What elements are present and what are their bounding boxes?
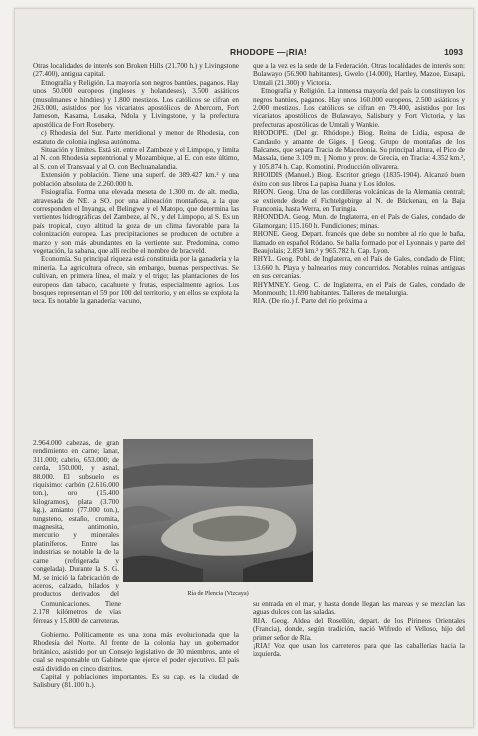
entry-ria-interjection: ¡RIA! Voz que usan los carreteros para que las caballerías hacia la izquierda.: [253, 642, 465, 659]
entry-rhyl: RHYL. Geog. Pobl. de Inglaterra, en el País de Gales, condado de Flint; 13.660 h. Playa y balnearios muy concurridos. Notables ruinas antiguas en sus cercanías.: [253, 255, 465, 281]
paragraph: que a la vez es la sede de la Federación. Otras localidades de interés son: Bulawayo (56.900 habitantes), Gwelo (14.000), Hartley, Mazoe, Eusapi, Umtali (21.300) y Victoria.: [253, 62, 465, 87]
running-head: RHODOPE —¡RIA!: [230, 47, 307, 57]
left-column-middle: [33, 439, 119, 599]
paragraph: Gobierno. Políticamente es una zona más evolucionada que la Rhodesia del Norte. Al frente de la colonia hay un gobernador británico, asistido por un Consejo legislativo de 30 miembros, ante el cual se responsable un Gabinete que ejerce el poder ejecutivo. El país está dividido en cinco distritos.: [33, 631, 239, 673]
right-column-bottom: [253, 600, 465, 712]
paragraph: Comunicaciones. Tiene 2.178 kilómetros de vías férreas y 15.800 de carreteras.: [33, 600, 121, 625]
paragraph: Capital y poblaciones importantes. Es su cap. es la ciudad de Salisbury (81.100 h.).: [33, 673, 239, 690]
page-header: [15, 47, 473, 61]
entry-rhondda: RHONDDA. Geog. Mun. de Inglaterra, en el País de Gales, condado de Glamorgan; 115.160 h. Fundiciones; minas.: [253, 213, 465, 230]
left-column-bottom-wide: [33, 631, 239, 715]
entry-rhone: RHONE. Geog. Depart. francés que debe su nombre al río que le baña, llamado en español Ródano. Se halla formado por el Lyonnais y parte del Beaujolais; 2.859 km.² y 965.782 h. Cap. Lyon.: [253, 230, 465, 255]
page-number: 1093: [444, 47, 463, 57]
entry-rhoidis: RHOIDIS (Manuel.) Biog. Escritor griego (1835-1904). Alcanzó buen éxito con sus libros La papisa Juana y Los ídolos.: [253, 171, 465, 188]
book-page: [14, 8, 474, 728]
photo-caption: Ría de Plencia (Vizcaya): [187, 590, 249, 597]
photo-figure: [123, 439, 313, 595]
paragraph: Situación y límites. Está sit. entre el Zambeze y el Limpopo, y limita al N. con Rhodesia septentrional y Mozambique, al E. con este último, al S. con el Transvaal y al O. con Bechuanalandia.: [33, 146, 239, 171]
paragraph: 2.964.000 cabezas, de gran rendimiento en carne; lanar, 311.000; cabrío, 653.000; de cerda, 150.000, y asnal, 88.000. El subsuelo es riquísimo: carbón (2.616.000 ton.), oro (15.400 kilogramos), plata (3.700 kg.), amianto (77.000 ton.), tungsteno, estaño, cromita, magnesita, antimonio, mercurio y minerales platiníferos. Entre las industrias se notable la de la carne (refrigerada y congelada). Durante la S. G. M. se inició la fabricación de aceros, calzado, hilados y productos derivados del: [33, 439, 119, 599]
paragraph: Etnografía y Religión. La inmensa mayoría del país la constituyen los negros bantúes, paganos. Hay unos 160.000 europeos, 2.500 asiáticos y 2.000 mestizos. Los católicos se cifran en 79.400, asistidos por los vicariatos apostólicos de Bulawayo, Salisbury y Fort Victoria, y las prefecturas apostólicas de Umtali y Wankie.: [253, 87, 465, 129]
entry-rhodope: RHODOPE. (Del gr. Rhódope.) Biog. Reina de Lidia, esposa de Candaulo y amante de Giges. || Geog. Grupo de montañas de los Balcanes, que separa Tracia de Macedonia. Su principal altura, el Pico de Massala, tiene 3.109 m. || Nomo y prov. de Grecia, en Tracia: 4.352 km.², y 105.874 h. Cap. Komotini. Producción olivarera.: [253, 129, 465, 171]
right-column-top: [253, 62, 465, 394]
entry-ria-geog: RIA. Geog. Aldea del Rosellón, depart. de los Pirineos Orientales (Francia), donde, según tradición, nació Wifredo el Velloso, hijo del primer señor de Ría.: [253, 616, 465, 642]
paragraph: Economía. Su principal riqueza está constituida por la ganadería y la minería. La agricultura ofrece, sin embargo, buenas perspectivas. Se cultivan, en primera línea, el maíz y el trigo; las plantaciones de los europeos dan tabaco, cacahuete y frutas, especialmente agrios. Los bosques representan el 59 por 100 del territorio, y en ellos se explota la teca. Es notable la ganadería: vacuno,: [33, 255, 239, 306]
left-column-top: [33, 62, 239, 438]
paragraph: su entrada en el mar, y hasta donde llegan las mareas y se mezclan las aguas dulces con las saladas.: [253, 600, 465, 617]
estuary-photo-icon: [123, 439, 313, 582]
paragraph: Otras localidades de interés son Broken Hills (21.700 h.) y Livingstone (27.400), antigua capital.: [33, 62, 239, 79]
paragraph: c) Rhodesia del Sur. Parte meridional y menor de Rhodesia, con estatuto de colonia inglesa autónoma.: [33, 129, 239, 146]
entry-rhon: RHON. Geog. Una de las cordilleras volcánicas de la Alemania central; se extiende desde el Fichtelgebirge al N. de Bückenau, en la Baja Franconia, hasta Werra, en Turingia.: [253, 188, 465, 213]
paragraph: Etnografía y Religión. La mayoría son negros bantúes, paganos. Hay unos 50.000 europeos (ingleses y holandeses), 3.500 asiáticos (musulmanes e hindúes) y 1.800 mestizos. Los católicos se cifran en 263.000, asistidos por los vicariatos apostólicos de Abercorn, Fort Jameson, Kasama, Lusaka, Ndola y Livingstone, y la prefectura apostólica de Fort Rosebery.: [33, 78, 239, 129]
entry-ria: RIA. (De río.) f. Parte del río próxima a: [253, 297, 368, 306]
paragraph: Fisiografía. Forma una elevada meseta de 1.300 m. de alt. media, atravesada de NE. a SO. por una alineación montañosa, a la que corresponden el Inyanga, el Belingwe y el Matopo, que determina las vertientes hidrográficas del Zambeze, al N., y del Limpopo, al S. Es un país tropical, cuyo altitud la goza de un clima favorable para la colonización europea. Las precipitaciones se producen de octubre a marzo y son más abundantes en la vertiente sur. Predomina, como vegetación, la sabana, que allí recibe el nombre de bracveld.: [33, 188, 239, 255]
entry-rhymney: RHYMNEY. Geog. C. de Inglaterra, en el País de Gales, condado de Monmouth; 11.690 habitantes. Talleres de metalurgia.: [253, 280, 465, 297]
paragraph: Extensión y población. Tiene una superf. de 389.427 km.² y una población absoluta de 2.260.000 h.: [33, 171, 239, 188]
